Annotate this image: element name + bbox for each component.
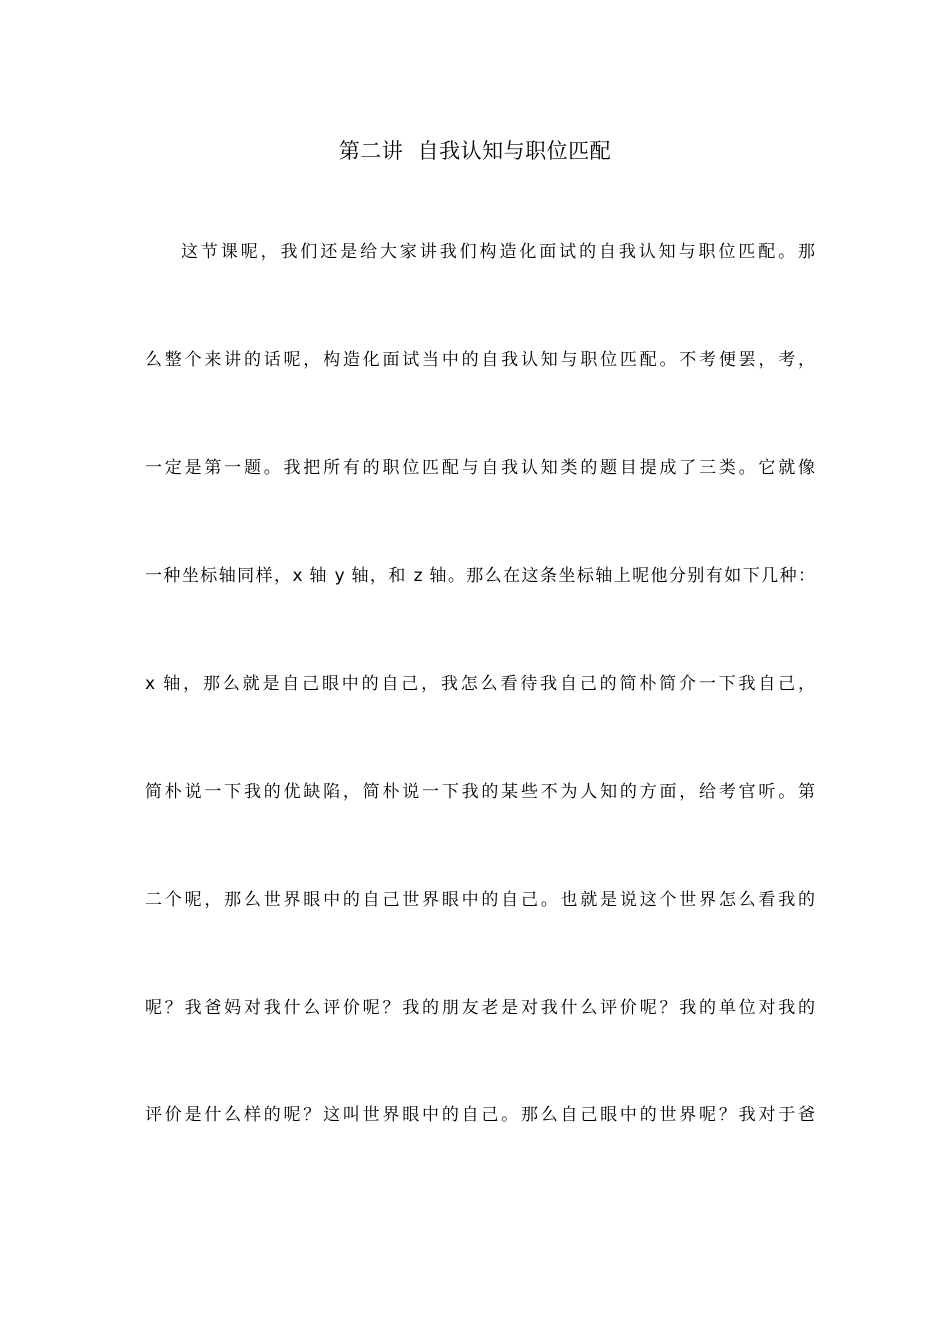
paragraph-line: 二个呢，那么世界眼中的自己世界眼中的自己。也就是说这个世界怎么看我的 — [145, 890, 815, 910]
document-title: 第二讲 自我认知与职位匹配 — [338, 139, 612, 163]
paragraph-line: 一种坐标轴同样，x 轴 y 轴，和 z 轴。那么在这条坐标轴上呢他分别有如下几种： — [145, 566, 815, 586]
paragraph-line: 一定是第一题。我把所有的职位匹配与自我认知类的题目提成了三类。它就像 — [145, 458, 815, 478]
paragraph-line: 简朴说一下我的优缺陷，简朴说一下我的某些不为人知的方面，给考官听。第 — [145, 782, 815, 802]
paragraph-line: 评价是什么样的呢？这叫世界眼中的自己。那么自己眼中的世界呢？我对于爸 — [145, 1105, 815, 1125]
paragraph-line: 呢？我爸妈对我什么评价呢？我的朋友老是对我什么评价呢？我的单位对我的 — [145, 998, 815, 1018]
paragraph-line: x 轴，那么就是自己眼中的自己，我怎么看待我自己的简朴简介一下我自己， — [145, 674, 815, 694]
paragraph-line: 这节课呢，我们还是给大家讲我们构造化面试的自我认知与职位匹配。那 — [181, 242, 815, 262]
paragraph-line: 么整个来讲的话呢，构造化面试当中的自我认知与职位匹配。不考便罢，考， — [145, 350, 815, 370]
